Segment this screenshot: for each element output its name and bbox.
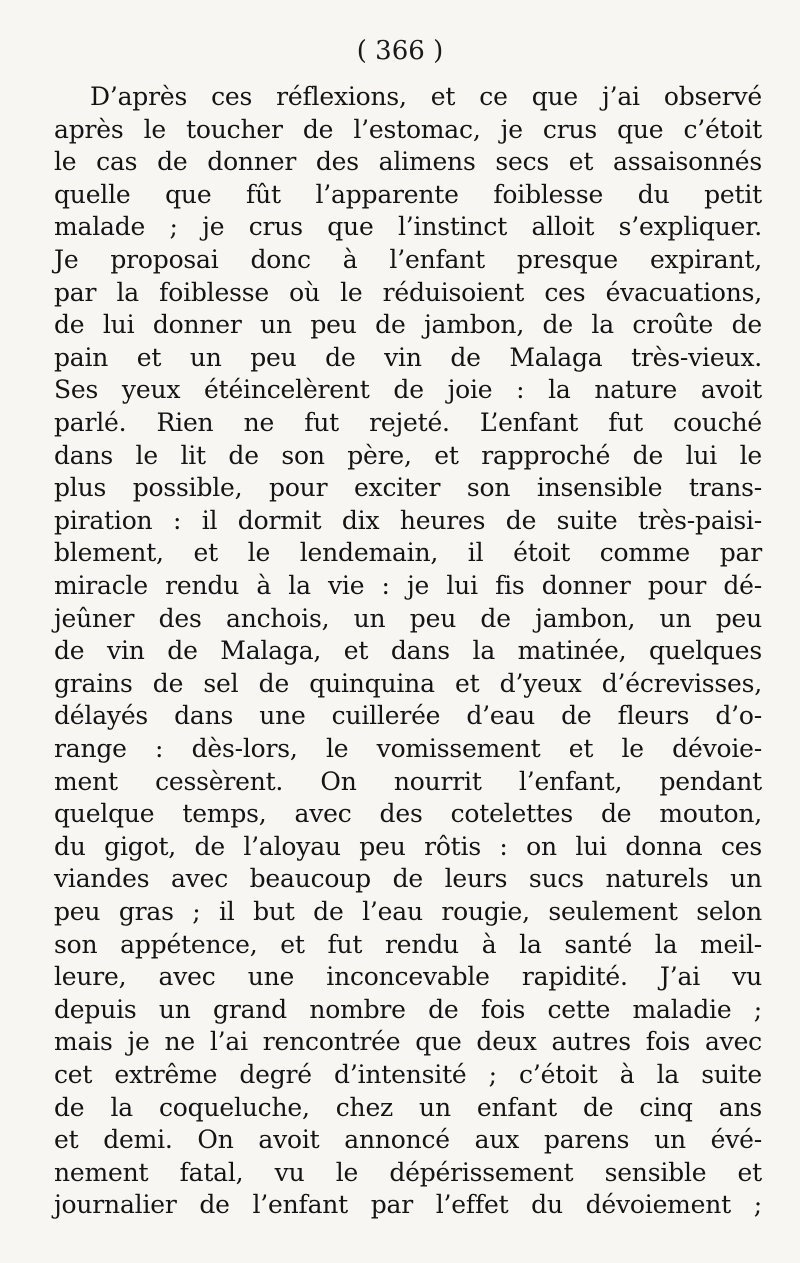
text-line: le cas de donner des alimens secs et assaisonnés: [54, 147, 762, 177]
text-line: Je proposai donc à l’enfant presque expirant,: [54, 245, 762, 274]
text-line: grains de sel de quinquina et d’yeux d’écrevisses,: [54, 668, 762, 698]
text-line: quelle que fût l’apparente foiblesse du petit: [54, 179, 762, 209]
text-line: miracle rendu à la vie : je lui fis donner pour dé-: [54, 571, 762, 600]
text-line: après le toucher de l’estomac, je crus que c’étoit: [54, 114, 762, 144]
text-line: journalier de l’enfant par l’effet du dévoiement ;: [54, 1190, 762, 1220]
text-line: depuis un grand nombre de fois cette maladie ;: [54, 994, 762, 1024]
text-line: Ses yeux étéincelèrent de joie : la nature avoit: [54, 375, 762, 405]
text-line: leure, avec une inconcevable rapidité. J’ai vu: [54, 962, 762, 992]
text-line: ment cessèrent. On nourrit l’enfant, pendant: [54, 766, 762, 796]
text-line: par la foiblesse où le réduisoient ces évacuations,: [54, 277, 762, 307]
text-line: de vin de Malaga, et dans la matinée, quelques: [54, 636, 762, 666]
text-line: pain et un peu de vin de Malaga très-vieux.: [54, 342, 762, 372]
text-line: range : dès-lors, le vomissement et le dévoie-: [54, 734, 762, 763]
text-line: son appétence, et fut rendu à la santé la meil-: [54, 929, 762, 959]
text-line: de lui donner un peu de jambon, de la croûte de: [54, 310, 762, 340]
text-line: de la coqueluche, chez un enfant de cinq ans: [54, 1092, 762, 1122]
text-line: peu gras ; il but de l’eau rougie, seulement selon: [54, 897, 762, 926]
text-line: quelque temps, avec des cotelettes de mouton,: [54, 799, 762, 829]
text-line: et demi. On avoit annoncé aux parens un évé-: [54, 1125, 762, 1155]
text-line: cet extrême degré d’intensité ; c’étoit à la suite: [54, 1060, 762, 1089]
text-line: malade ; je crus que l’instinct alloit s’expliquer.: [54, 212, 762, 242]
text-line: piration : il dormit dix heures de suite très-paisi-: [54, 505, 762, 535]
page-number: ( 366 ): [356, 36, 444, 66]
text-line: délayés dans une cuillerée d’eau de fleurs d’o-: [54, 701, 762, 731]
text-line: plus possible, pour exciter son insensible trans-: [54, 473, 762, 503]
text-line: dans le lit de son père, et rapproché de lui le: [54, 440, 762, 470]
text-line: blement, et le lendemain, il étoit comme par: [54, 538, 762, 568]
text-line: nement fatal, vu le dépérissement sensible et: [54, 1157, 762, 1187]
text-line: viandes avec beaucoup de leurs sucs naturels un: [54, 864, 762, 894]
text-line: jeûner des anchois, un peu de jambon, un peu: [54, 603, 762, 633]
text-line: parlé. Rien ne fut rejeté. L’enfant fut couché: [54, 408, 762, 437]
text-line: du gigot, de l’aloyau peu rôtis : on lui donna ces: [54, 831, 762, 861]
text-line: D’après ces réflexions, et ce que j’ai observé: [90, 82, 762, 111]
text-line: mais je ne l’ai rencontrée que deux autres fois avec: [54, 1027, 762, 1057]
